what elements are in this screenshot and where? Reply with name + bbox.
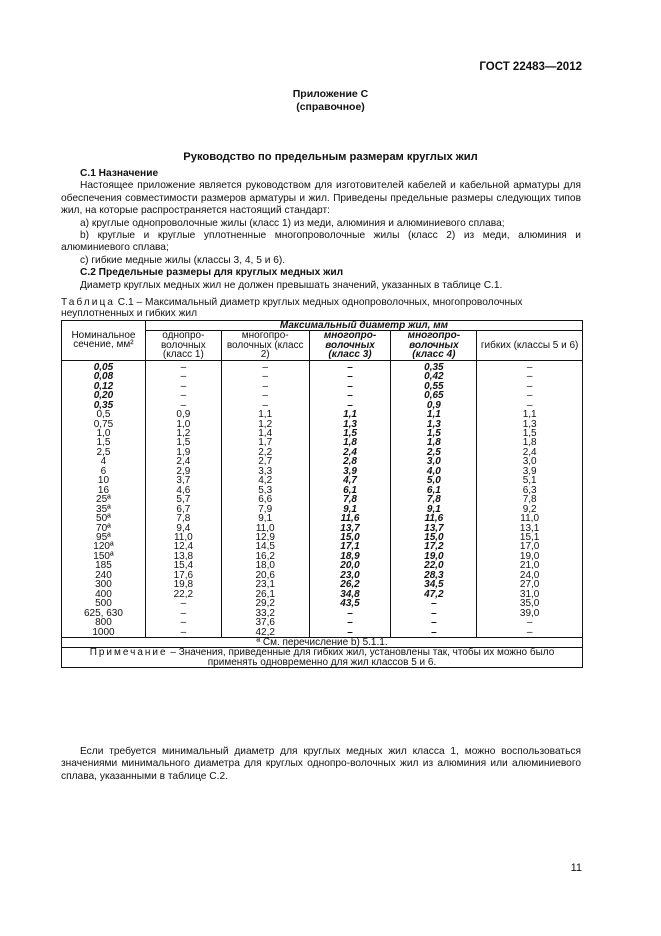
table-cell: 42,2	[221, 628, 309, 638]
table-cell: 17,6	[145, 571, 221, 580]
table-row	[62, 552, 583, 561]
table-row	[62, 599, 583, 608]
table-cell: 13,7	[391, 524, 477, 533]
table-cell: 6,3	[477, 486, 583, 495]
section-1-heading: С.1 Назначение	[80, 168, 159, 179]
table-cell: 23,1	[221, 580, 309, 589]
table-cell: 39,0	[477, 609, 583, 618]
closing-paragraph: Если требуется минимальный диаметр для круглых медных жил класса 1, можно воспользоваться значениями минимального диаметра для круглых однопро-волочных жил из алюминия или алюминиевого сплава, указанными в таблице С.2.	[61, 746, 581, 782]
table-cell: –	[145, 628, 221, 638]
table-cell: 0,20	[62, 391, 146, 400]
table-cell: 0,9	[145, 410, 221, 419]
table-cell: 26,2	[309, 580, 391, 589]
table-cell: 1,4	[221, 429, 309, 438]
table-cell: –	[145, 599, 221, 608]
section-1-paragraph: Настоящее приложение является руководством для изготовителей кабелей и кабельной арматуры для обеспечения совместимости размеров арматуры и жил. Приведены предельные размеры следующих типов жил, на которые распространяется настоящий стандарт:	[61, 180, 581, 217]
table-cell: –	[309, 609, 391, 618]
table-cell: 1,5	[477, 429, 583, 438]
table-cell: 11,0	[477, 514, 583, 523]
col-header-class1: однопро-волочных (класс 1)	[145, 331, 221, 360]
table-cell: –	[477, 391, 583, 400]
table-cell: 35,0	[477, 599, 583, 608]
table-cell: 4	[62, 457, 146, 466]
table-cell: 0,35	[391, 360, 477, 372]
table-cell: 2,4	[145, 457, 221, 466]
table-cell: 9,1	[391, 505, 477, 514]
table-cell: 2,9	[145, 467, 221, 476]
table-cell: 1,5	[145, 438, 221, 447]
table-cell: 4,6	[145, 486, 221, 495]
table-cell: –	[145, 360, 221, 372]
table-cell: 6	[62, 467, 146, 476]
list-item-b: b) круглые и круглые уплотненные многопроволочные жилы (класс 2) из меди, алюминия и алюминиевого сплава;	[61, 230, 581, 254]
table-cell: 2,4	[309, 448, 391, 457]
table-cell: –	[221, 372, 309, 381]
table-cell: 2,5	[391, 448, 477, 457]
table-cell: 11,6	[391, 514, 477, 523]
table-cell: –	[309, 401, 391, 410]
table-cell: 0,05	[62, 360, 146, 372]
table-row	[62, 457, 583, 466]
table-cell: –	[221, 391, 309, 400]
table-cell: –	[145, 609, 221, 618]
table-cell: 12,4	[145, 542, 221, 551]
table-cell: 1,8	[309, 438, 391, 447]
table-row	[62, 514, 583, 523]
table-cell: 37,6	[221, 618, 309, 627]
table-cell: –	[309, 628, 391, 638]
table-cell: –	[477, 382, 583, 391]
table-caption	[61, 297, 581, 319]
table-cell: –	[477, 628, 583, 638]
table-cell: 5,7	[145, 495, 221, 504]
table-cell: –	[221, 401, 309, 410]
table-row	[62, 505, 583, 514]
table-row	[62, 628, 583, 638]
table-row	[62, 467, 583, 476]
table-cell: 1,5	[309, 429, 391, 438]
table-cell: 1,5	[391, 429, 477, 438]
table-cell: 0,5	[62, 410, 146, 419]
table-cell: –	[145, 372, 221, 381]
table-cell: 240	[62, 571, 146, 580]
table-cell: 1,1	[221, 410, 309, 419]
table-cell: 25ª	[62, 495, 146, 504]
table-cell: –	[391, 628, 477, 638]
table-cell: 6,1	[309, 486, 391, 495]
table-cell: 13,7	[309, 524, 391, 533]
table-cell: –	[477, 401, 583, 410]
col-header-class4: многопро-волочных (класс 4)	[391, 331, 477, 360]
table-cell: 4,2	[221, 476, 309, 485]
table-cell: 1,3	[477, 420, 583, 429]
table-cell: 0,42	[391, 372, 477, 381]
table-cell: 31,0	[477, 590, 583, 599]
table-note	[62, 648, 583, 668]
table-cell: 19,8	[145, 580, 221, 589]
table-cell: 0,65	[391, 391, 477, 400]
table-row	[62, 561, 583, 570]
appendix-subtitle: (справочное)	[296, 101, 365, 113]
table-cell: 20,6	[221, 571, 309, 580]
table-cell: 18,9	[309, 552, 391, 561]
table-cell: 13,1	[477, 524, 583, 533]
table-cell: 3,9	[309, 467, 391, 476]
table-row	[62, 391, 583, 400]
table-row	[62, 476, 583, 485]
section-2-heading: С.2 Предельные размеры для круглых медных жил	[80, 267, 344, 279]
table-cell: 1,0	[62, 429, 146, 438]
table-row	[62, 448, 583, 457]
table-cell: 6,6	[221, 495, 309, 504]
table-cell: 6,7	[145, 505, 221, 514]
table-cell: –	[309, 360, 391, 372]
table-cell: 9,4	[145, 524, 221, 533]
section-2-paragraph: Диаметр круглых медных жил не должен превышать значений, указанных в таблице С.1.	[80, 279, 503, 291]
table-cell: –	[391, 618, 477, 627]
col-header-section: Номинальное сечение, мм²	[62, 321, 146, 361]
table-cell: –	[477, 618, 583, 627]
table-cell: 6,1	[391, 486, 477, 495]
table-cell: 300	[62, 580, 146, 589]
list-item-c: с) гибкие медные жилы (классы 3, 4, 5 и 6).	[80, 254, 286, 266]
table-row	[62, 495, 583, 504]
table-row	[62, 360, 583, 372]
table-cell: 12,9	[221, 533, 309, 542]
table-row	[62, 618, 583, 627]
table-cell: 0,75	[62, 420, 146, 429]
table-cell: –	[221, 360, 309, 372]
table-cell: 1,3	[309, 420, 391, 429]
col-header-class3: многопро-волочных (класс 3)	[309, 331, 391, 360]
table-cell: 1,9	[145, 448, 221, 457]
table-cell: 43,5	[309, 599, 391, 608]
table-cell: 120ª	[62, 542, 146, 551]
table-cell: 16	[62, 486, 146, 495]
table-cell: 0,12	[62, 382, 146, 391]
col-header-class2: многопро-волочных (класс 2)	[221, 331, 309, 360]
table-cell: 17,2	[391, 542, 477, 551]
table-cell: 3,9	[477, 467, 583, 476]
table-cell: 0,08	[62, 372, 146, 381]
table-cell: 16,2	[221, 552, 309, 561]
table-cell: 7,8	[145, 514, 221, 523]
table-row	[62, 429, 583, 438]
table-cell: 9,2	[477, 505, 583, 514]
table-cell: 34,5	[391, 580, 477, 589]
table-cell: –	[309, 618, 391, 627]
table-cell: 1,7	[221, 438, 309, 447]
table-cell: 625, 630	[62, 609, 146, 618]
table-cell: 28,3	[391, 571, 477, 580]
table-cell: 19,0	[477, 552, 583, 561]
table-cell: 24,0	[477, 571, 583, 580]
table-cell: 19,0	[391, 552, 477, 561]
table-cell: 3,0	[391, 457, 477, 466]
table-row	[62, 420, 583, 429]
table-row	[62, 590, 583, 599]
table-cell: 29,2	[221, 599, 309, 608]
table-cell: –	[309, 372, 391, 381]
group-header: Максимальный диаметр жил, мм	[145, 321, 582, 331]
table-cell: –	[221, 382, 309, 391]
table-cell: 2,4	[477, 448, 583, 457]
table-cell: 2,7	[221, 457, 309, 466]
table-cell: 1,1	[309, 410, 391, 419]
page-title: Руководство по предельным размерам круглых жил	[183, 151, 478, 163]
table-cell: 22,0	[391, 561, 477, 570]
table-cell: –	[477, 372, 583, 381]
table-cell: 17,1	[309, 542, 391, 551]
table-cell: 1,3	[391, 420, 477, 429]
table-caption-label: Таблица	[61, 297, 115, 308]
table-cell: 1,0	[145, 420, 221, 429]
table-cell: 3,7	[145, 476, 221, 485]
table-cell: 14,5	[221, 542, 309, 551]
table-row	[62, 401, 583, 410]
table-cell: 15,0	[309, 533, 391, 542]
table-cell: –	[145, 391, 221, 400]
table-cell: –	[309, 382, 391, 391]
table-cell: –	[477, 360, 583, 372]
table-cell: 500	[62, 599, 146, 608]
table-cell: 3,3	[221, 467, 309, 476]
table-cell: 4,7	[309, 476, 391, 485]
table-row	[62, 580, 583, 589]
table-cell: 50ª	[62, 514, 146, 523]
table-cell: 400	[62, 590, 146, 599]
table-cell: 2,8	[309, 457, 391, 466]
table-cell: –	[309, 391, 391, 400]
page-number: 11	[570, 862, 582, 874]
table-cell: –	[391, 599, 477, 608]
table-row	[62, 372, 583, 381]
table-row	[62, 609, 583, 618]
table-row	[62, 382, 583, 391]
table-row	[62, 486, 583, 495]
table-cell: 1,2	[145, 429, 221, 438]
table-cell: 9,1	[221, 514, 309, 523]
body-text	[61, 168, 581, 292]
table-cell: 22,2	[145, 590, 221, 599]
list-item-a: а) круглые однопроволочные жилы (класс 1) из меди, алюминия и алюминиевого сплава;	[80, 217, 505, 229]
appendix-title: Приложение С	[292, 88, 369, 100]
table-cell: 1,2	[221, 420, 309, 429]
table-row	[62, 410, 583, 419]
table-cell: 1,8	[477, 438, 583, 447]
table-cell: 33,2	[221, 609, 309, 618]
table-row	[62, 542, 583, 551]
table-row	[62, 571, 583, 580]
table-cell: 3,0	[477, 457, 583, 466]
table-note-text: – Значения, приведенные для гибких жил, установлены так, чтобы их можно было применять одновременно для жил классов 5 и 6.	[167, 647, 555, 668]
table-cell: 11,6	[309, 514, 391, 523]
standard-number: ГОСТ 22483—2012	[479, 61, 582, 73]
table-cell: 15,0	[391, 533, 477, 542]
table-cell: –	[145, 382, 221, 391]
table-cell: 21,0	[477, 561, 583, 570]
table-cell: 1,1	[477, 410, 583, 419]
table-cell: 13,8	[145, 552, 221, 561]
table-cell: 185	[62, 561, 146, 570]
table-cell: 2,5	[62, 448, 146, 457]
table-cell: 9,1	[309, 505, 391, 514]
table-cell: 15,4	[145, 561, 221, 570]
table-cell: 15,1	[477, 533, 583, 542]
table-cell: 26,1	[221, 590, 309, 599]
table-cell: 5,1	[477, 476, 583, 485]
table-cell: –	[145, 618, 221, 627]
table-cell: 34,8	[309, 590, 391, 599]
table-cell: 1000	[62, 628, 146, 638]
table-cell: 150ª	[62, 552, 146, 561]
table-cell: 7,8	[309, 495, 391, 504]
col-header-flexible: гибких (классы 5 и 6)	[477, 331, 583, 360]
diameter-table	[61, 320, 583, 668]
table-cell: 4,0	[391, 467, 477, 476]
table-row	[62, 438, 583, 447]
table-cell: 1,5	[62, 438, 146, 447]
table-cell: 5,0	[391, 476, 477, 485]
table-cell: 0,55	[391, 382, 477, 391]
table-cell: 11,0	[145, 533, 221, 542]
table-cell: 27,0	[477, 580, 583, 589]
table-cell: 1,1	[391, 410, 477, 419]
table-caption-text: С.1 – Максимальный диаметр круглых медных однопроволочных, многопроволочных неуплотненных и гибких жил	[61, 297, 523, 319]
table-cell: 23,0	[309, 571, 391, 580]
table-note-label: Примечание	[89, 647, 168, 659]
table-cell: 18,0	[221, 561, 309, 570]
table-cell: 10	[62, 476, 146, 485]
table-row	[62, 524, 583, 533]
table-cell: 95ª	[62, 533, 146, 542]
table-footnote: ª См. перечисление b) 5.1.1.	[62, 637, 583, 647]
table-cell: 20,0	[309, 561, 391, 570]
table-cell: 7,8	[391, 495, 477, 504]
table-cell: 0,35	[62, 401, 146, 410]
table-cell: –	[391, 609, 477, 618]
table-cell: 17,0	[477, 542, 583, 551]
table-cell: 0,9	[391, 401, 477, 410]
table-row	[62, 533, 583, 542]
table-cell: 47,2	[391, 590, 477, 599]
table-cell: 70ª	[62, 524, 146, 533]
table-cell: 35ª	[62, 505, 146, 514]
table-cell: 800	[62, 618, 146, 627]
table-cell: 5,3	[221, 486, 309, 495]
table-cell: 2,2	[221, 448, 309, 457]
table-cell: 7,8	[477, 495, 583, 504]
table-cell: 1,8	[391, 438, 477, 447]
table-cell: 11,0	[221, 524, 309, 533]
table-cell: 7,9	[221, 505, 309, 514]
table-cell: –	[145, 401, 221, 410]
